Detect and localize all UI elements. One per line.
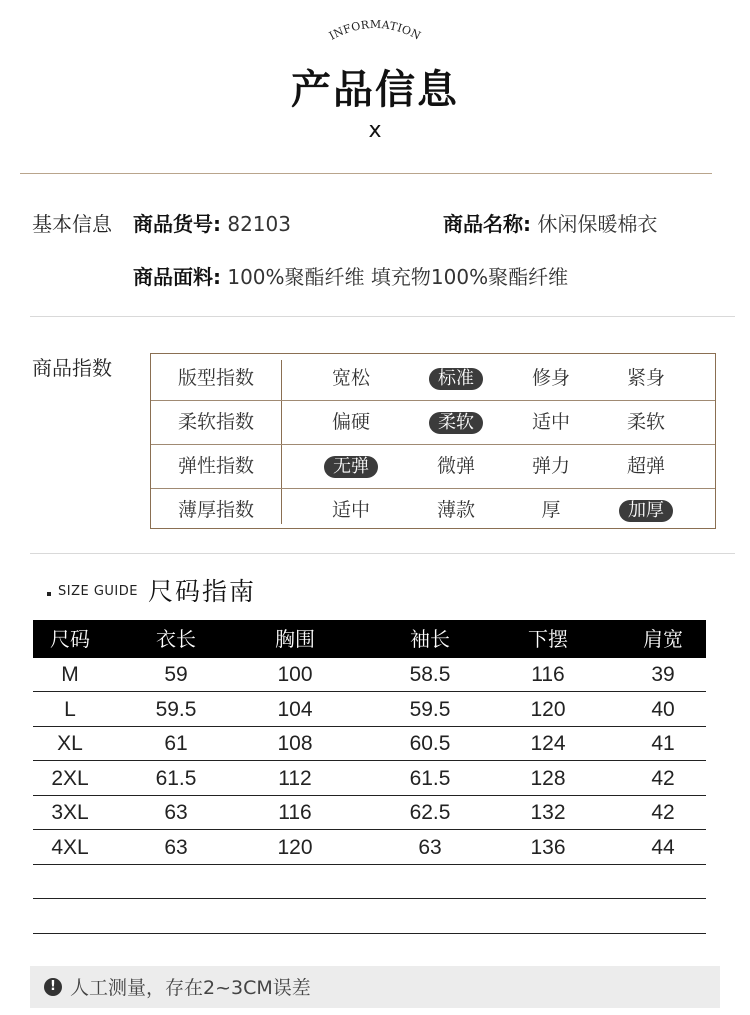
size-label-cell: 4XL <box>51 835 89 859</box>
index-option: 修身 <box>531 367 570 389</box>
measurement-cell: 59.5 <box>409 697 451 721</box>
size-label-cell: 3XL <box>51 801 89 824</box>
index-row-name: 薄厚指数 <box>177 499 254 521</box>
item-no-value: 82103 <box>227 212 291 236</box>
divider <box>30 316 735 317</box>
size-label-cell: 2XL <box>51 766 89 790</box>
divider <box>30 553 735 554</box>
selected-pill: 柔软 <box>429 412 483 434</box>
measurement-cell: 42 <box>651 801 675 824</box>
svg-text:INFORMATION <box>327 18 423 43</box>
index-row <box>151 444 715 489</box>
index-row-name: 弹性指数 <box>177 455 254 477</box>
basic-info-label: 基本信息 <box>32 212 112 236</box>
index-option-selected <box>406 356 506 400</box>
measurement-cell: 128 <box>530 766 566 790</box>
selected-pill: 标准 <box>429 368 483 390</box>
measurement-cell: 108 <box>277 732 313 755</box>
fabric-field <box>133 261 568 290</box>
measurement-cell: 61 <box>164 732 188 755</box>
index-option: 微弹 <box>436 455 475 477</box>
size-guide-small-label: SIZE GUIDE <box>58 584 138 599</box>
table-row <box>33 727 706 761</box>
exclamation-icon: ! <box>44 978 62 996</box>
index-row <box>151 356 715 401</box>
index-option: 偏硬 <box>331 411 370 433</box>
table-row <box>33 796 706 830</box>
column-header: 胸围 <box>275 627 315 651</box>
index-option: 超弹 <box>626 455 665 477</box>
index-option: 薄款 <box>436 499 475 521</box>
measurement-cell: 112 <box>278 766 312 790</box>
measurement-cell: 39 <box>651 663 675 686</box>
column-header: 袖长 <box>410 627 450 651</box>
divider <box>20 173 712 174</box>
measurement-note <box>30 966 720 1008</box>
table-row-line <box>33 898 706 899</box>
index-option: 适中 <box>531 411 570 433</box>
measurement-cell: 61.5 <box>155 766 197 790</box>
size-label-cell: L <box>64 697 76 721</box>
measurement-cell: 60.5 <box>409 732 451 755</box>
measurement-cell: 116 <box>278 801 312 824</box>
measurement-cell: 116 <box>531 663 565 686</box>
item-name-label: 商品名称: <box>443 212 531 236</box>
measurement-cell: 59 <box>164 663 188 686</box>
fabric-label: 商品面料: <box>133 265 221 289</box>
index-option: 宽松 <box>331 367 370 389</box>
table-row <box>33 693 706 727</box>
index-row <box>151 488 715 532</box>
product-index-table <box>150 353 716 529</box>
measurement-cell: 41 <box>651 732 675 755</box>
size-label-cell: XL <box>57 732 83 755</box>
selected-pill: 加厚 <box>619 500 673 522</box>
measurement-cell: 132 <box>530 801 566 824</box>
measurement-cell: 40 <box>651 697 675 721</box>
measurement-cell: 61.5 <box>409 766 451 790</box>
measurement-cell: 63 <box>418 835 442 859</box>
size-guide-title: 尺码指南 <box>148 577 257 606</box>
column-header: 衣长 <box>156 627 196 651</box>
table-row-line <box>33 933 706 934</box>
table-row <box>33 831 706 865</box>
arc-text: INFORMATION <box>326 17 423 43</box>
note-text: 人工测量，存在2~3CM误差 <box>70 977 311 999</box>
index-option: 适中 <box>331 499 370 521</box>
item-no-field <box>133 208 291 237</box>
measurement-cell: 124 <box>530 732 566 755</box>
index-option: 紧身 <box>626 367 665 389</box>
measurement-cell: 104 <box>277 697 313 721</box>
measurement-cell: 63 <box>164 835 188 859</box>
page-title: 产品信息 <box>291 67 459 113</box>
index-option: 柔软 <box>626 411 665 433</box>
index-option-selected <box>406 400 506 444</box>
size-label-cell: M <box>61 663 79 686</box>
item-name-field <box>443 208 657 237</box>
size-table-header <box>33 620 706 658</box>
fabric-value: 100%聚酯纤维 填充物100%聚酯纤维 <box>227 265 569 289</box>
index-option: 弹力 <box>531 455 570 477</box>
item-name-value: 休闲保暖棉衣 <box>537 212 658 236</box>
measurement-cell: 120 <box>530 697 566 721</box>
measurement-cell: 59.5 <box>155 697 197 721</box>
measurement-cell: 100 <box>277 663 313 686</box>
index-row-name: 版型指数 <box>177 367 254 389</box>
measurement-cell: 42 <box>651 766 675 790</box>
measurement-cell: 136 <box>530 835 566 859</box>
information-arc-logo <box>315 6 435 50</box>
item-no-label: 商品货号: <box>133 212 221 236</box>
selected-pill: 无弹 <box>324 456 378 478</box>
page-subtitle: x <box>368 118 382 143</box>
measurement-cell: 120 <box>277 835 313 859</box>
measurement-cell: 62.5 <box>409 801 451 824</box>
column-header: 尺码 <box>50 627 90 651</box>
index-row-name: 柔软指数 <box>177 411 254 433</box>
measurement-cell: 63 <box>164 801 188 824</box>
table-row <box>33 658 706 692</box>
table-row <box>33 762 706 796</box>
measurement-cell: 44 <box>651 835 675 859</box>
column-header: 肩宽 <box>643 627 683 651</box>
index-option: 厚 <box>541 499 561 521</box>
bullet-icon <box>47 592 51 596</box>
column-header: 下摆 <box>528 627 568 651</box>
index-row <box>151 400 715 445</box>
index-option-selected <box>596 488 696 532</box>
index-section-label: 商品指数 <box>32 356 112 380</box>
index-option-selected <box>301 444 401 488</box>
measurement-cell: 58.5 <box>409 663 451 686</box>
